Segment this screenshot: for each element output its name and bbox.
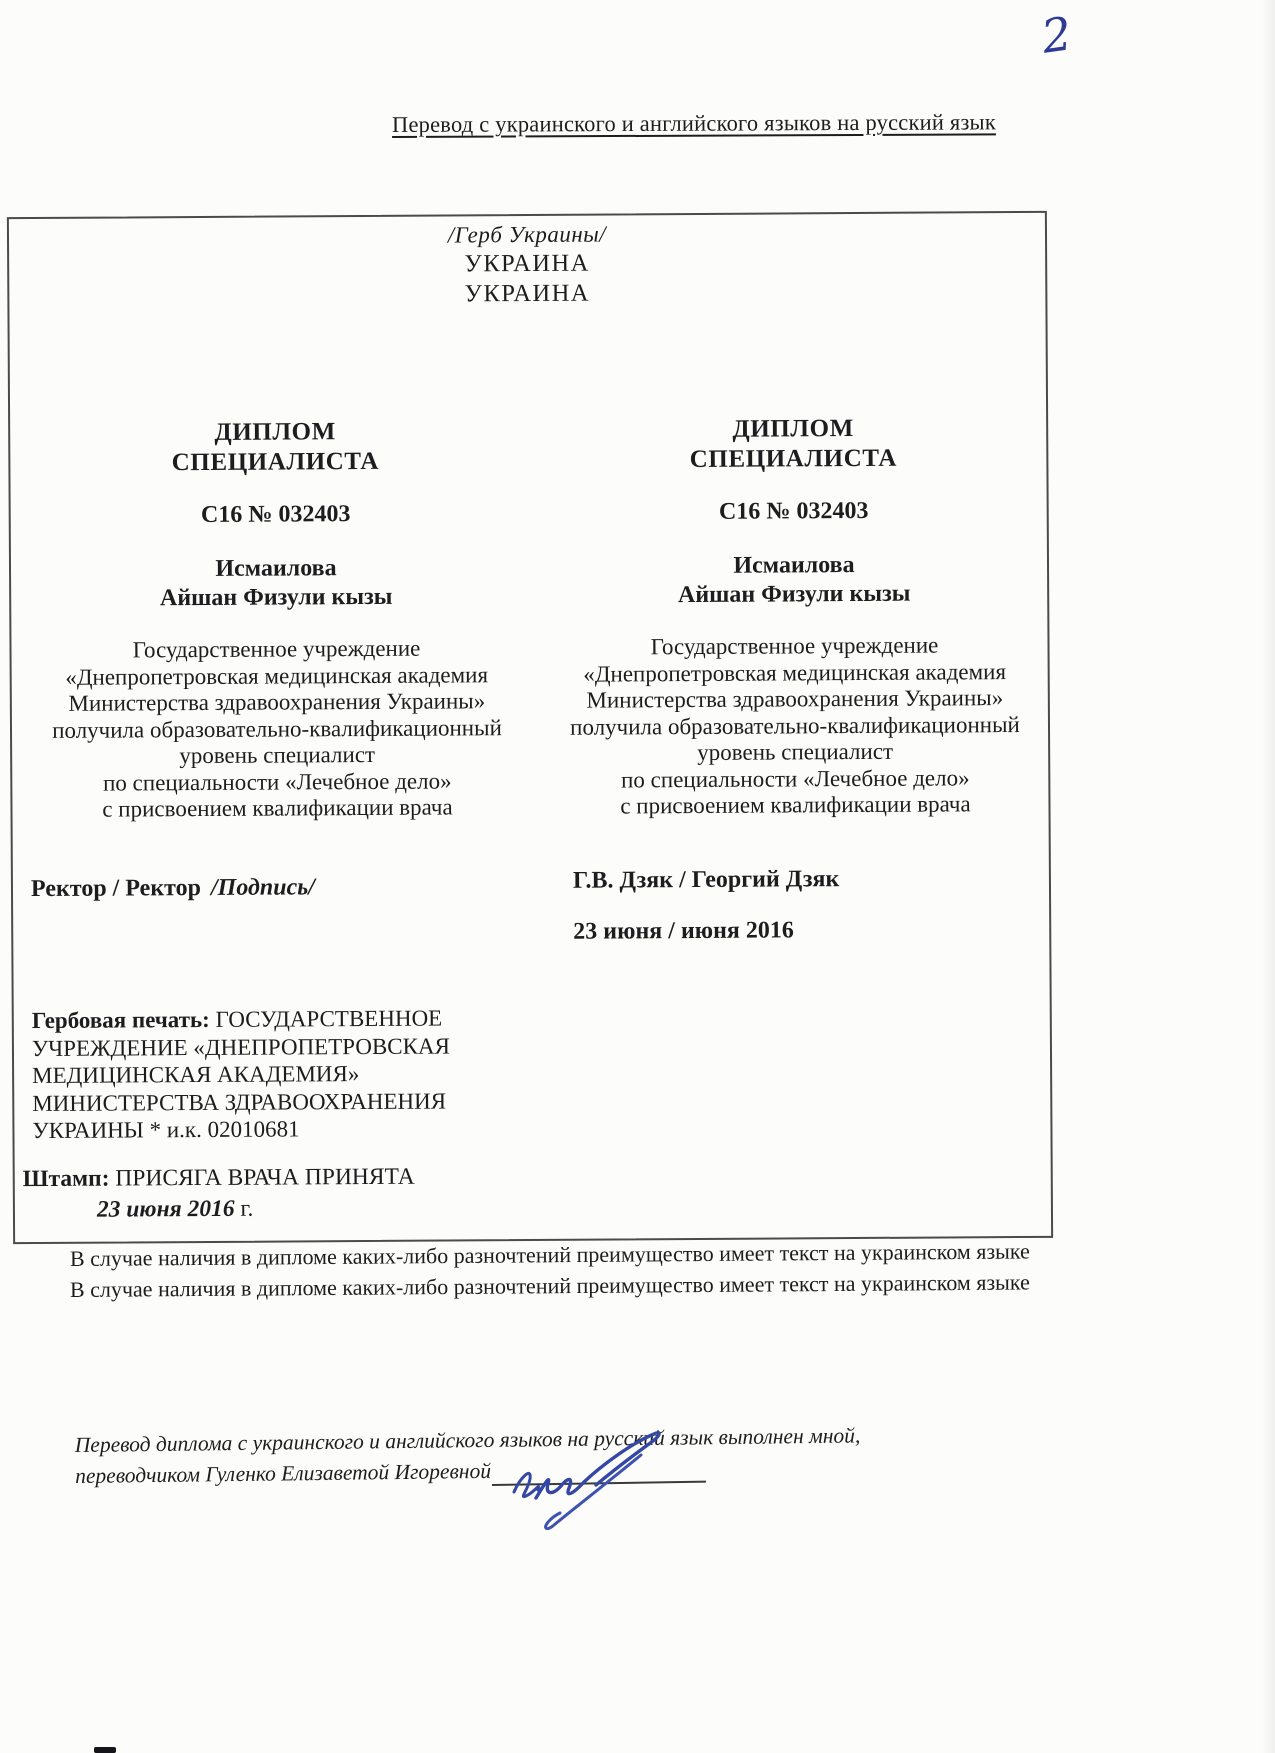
diploma-title-left xyxy=(10,416,540,479)
rector-line xyxy=(31,874,315,903)
body-line: Министерства здравоохранения Украины» xyxy=(68,688,486,716)
discrepancy-note-2: В случае наличия в дипломе каких-либо разночтений преимущество имеет текст на украинском языке xyxy=(69,1269,1030,1302)
body-line: по специальности «Лечебное дело» xyxy=(620,764,970,792)
document-title: Перевод с украинского и английского языков на русский язык xyxy=(391,109,996,137)
translator-statement-line1: Перевод диплома с украинского и английского языков на русский язык выполнен мной, xyxy=(74,1423,861,1458)
body-line: «Днепропетровская медицинская академия xyxy=(583,658,1007,687)
rector-label: Ректор / Ректор xyxy=(30,875,202,903)
issue-date: 23 июня / июня 2016 xyxy=(573,917,794,945)
body-line: получила образовательно-квалификационный xyxy=(570,711,1020,740)
diploma-frame xyxy=(7,211,1053,1244)
body-line: «Днепропетровская медицинская академия xyxy=(65,661,489,690)
body-line: уровень специалист xyxy=(697,738,894,765)
body-line: с присвоением квалификации врача xyxy=(102,794,453,822)
translator-statement xyxy=(75,1420,861,1492)
translator-statement-line2: переводчиком Гуленко Елизаветой Игоревной xyxy=(75,1458,492,1488)
body-line: по специальности «Лечебное дело» xyxy=(103,767,452,796)
diploma-body-right xyxy=(541,632,1048,821)
body-line: Государственное учреждение xyxy=(650,632,939,660)
graduate-name-left xyxy=(11,553,541,614)
graduate-given-names: Айшан Физули кызы xyxy=(677,580,911,609)
body-line: Министерства здравоохранения Украины» xyxy=(586,685,1004,713)
graduate-given-names: Айшан Физули кызы xyxy=(159,583,393,612)
graduate-surname: Исмаилова xyxy=(215,555,337,582)
handwritten-page-number: 2 xyxy=(1038,6,1075,64)
body-line: Государственное учреждение xyxy=(132,635,421,663)
stamp-text: ПРИСЯГА ВРАЧА ПРИНЯТА xyxy=(115,1163,415,1192)
diploma-body-left xyxy=(11,635,542,824)
graduate-surname: Исмаилова xyxy=(733,552,855,579)
rector-name: Г.В. Дзяк / Георгий Дзяк xyxy=(572,866,840,894)
seal-label: Гербовая печать: xyxy=(31,1006,210,1034)
scan-artifact xyxy=(94,1747,116,1753)
stamp-note xyxy=(23,1164,415,1224)
diploma-series-number-left: С16 № 032403 xyxy=(200,501,351,529)
discrepancy-note-1: В случае наличия в дипломе каких-либо разночтений преимущество имеет текст на украинском языке xyxy=(69,1238,1030,1271)
stamp-date-suffix: г. xyxy=(240,1195,254,1222)
seal-text: ГОСУДАРСТВЕННОЕ УЧРЕЖДЕНИЕ «ДНЕПРОПЕТРОВСКАЯ МЕДИЦИНСКАЯ АКАДЕМИЯ» МИНИСТЕРСТВА ЗДРАВООХРАНЕНИЯ УКРАИНЫ * и.к. 02010681 xyxy=(31,1005,450,1144)
diploma-title-line2: СПЕЦИАЛИСТА xyxy=(689,444,898,474)
country-name-line2: УКРАИНА xyxy=(464,279,591,308)
diploma-title-line2: СПЕЦИАЛИСТА xyxy=(171,447,380,477)
country-name-line1: УКРАИНА xyxy=(464,249,590,278)
diploma-series-number-right: С16 № 032403 xyxy=(718,497,869,525)
graduate-name-right xyxy=(541,550,1047,611)
diploma-title-line1: ДИПЛОМ xyxy=(732,415,854,443)
seal-note xyxy=(32,1004,485,1144)
diploma-title-line1: ДИПЛОМ xyxy=(214,418,336,446)
body-line: с присвоением квалификации врача xyxy=(620,791,971,819)
body-line: уровень специалист xyxy=(179,741,376,769)
rector-signature-note: /Подпись/ xyxy=(210,874,315,901)
coat-of-arms-note: /Герб Украины/ xyxy=(447,221,607,248)
right-column xyxy=(539,213,1051,1239)
stamp-label: Штамп: xyxy=(22,1165,110,1193)
stamp-date: 23 июня 2016 xyxy=(96,1195,235,1223)
diploma-title-right xyxy=(540,413,1046,476)
translator-signature xyxy=(500,1428,715,1533)
body-line: получила образовательно-квалификационный xyxy=(52,714,502,743)
